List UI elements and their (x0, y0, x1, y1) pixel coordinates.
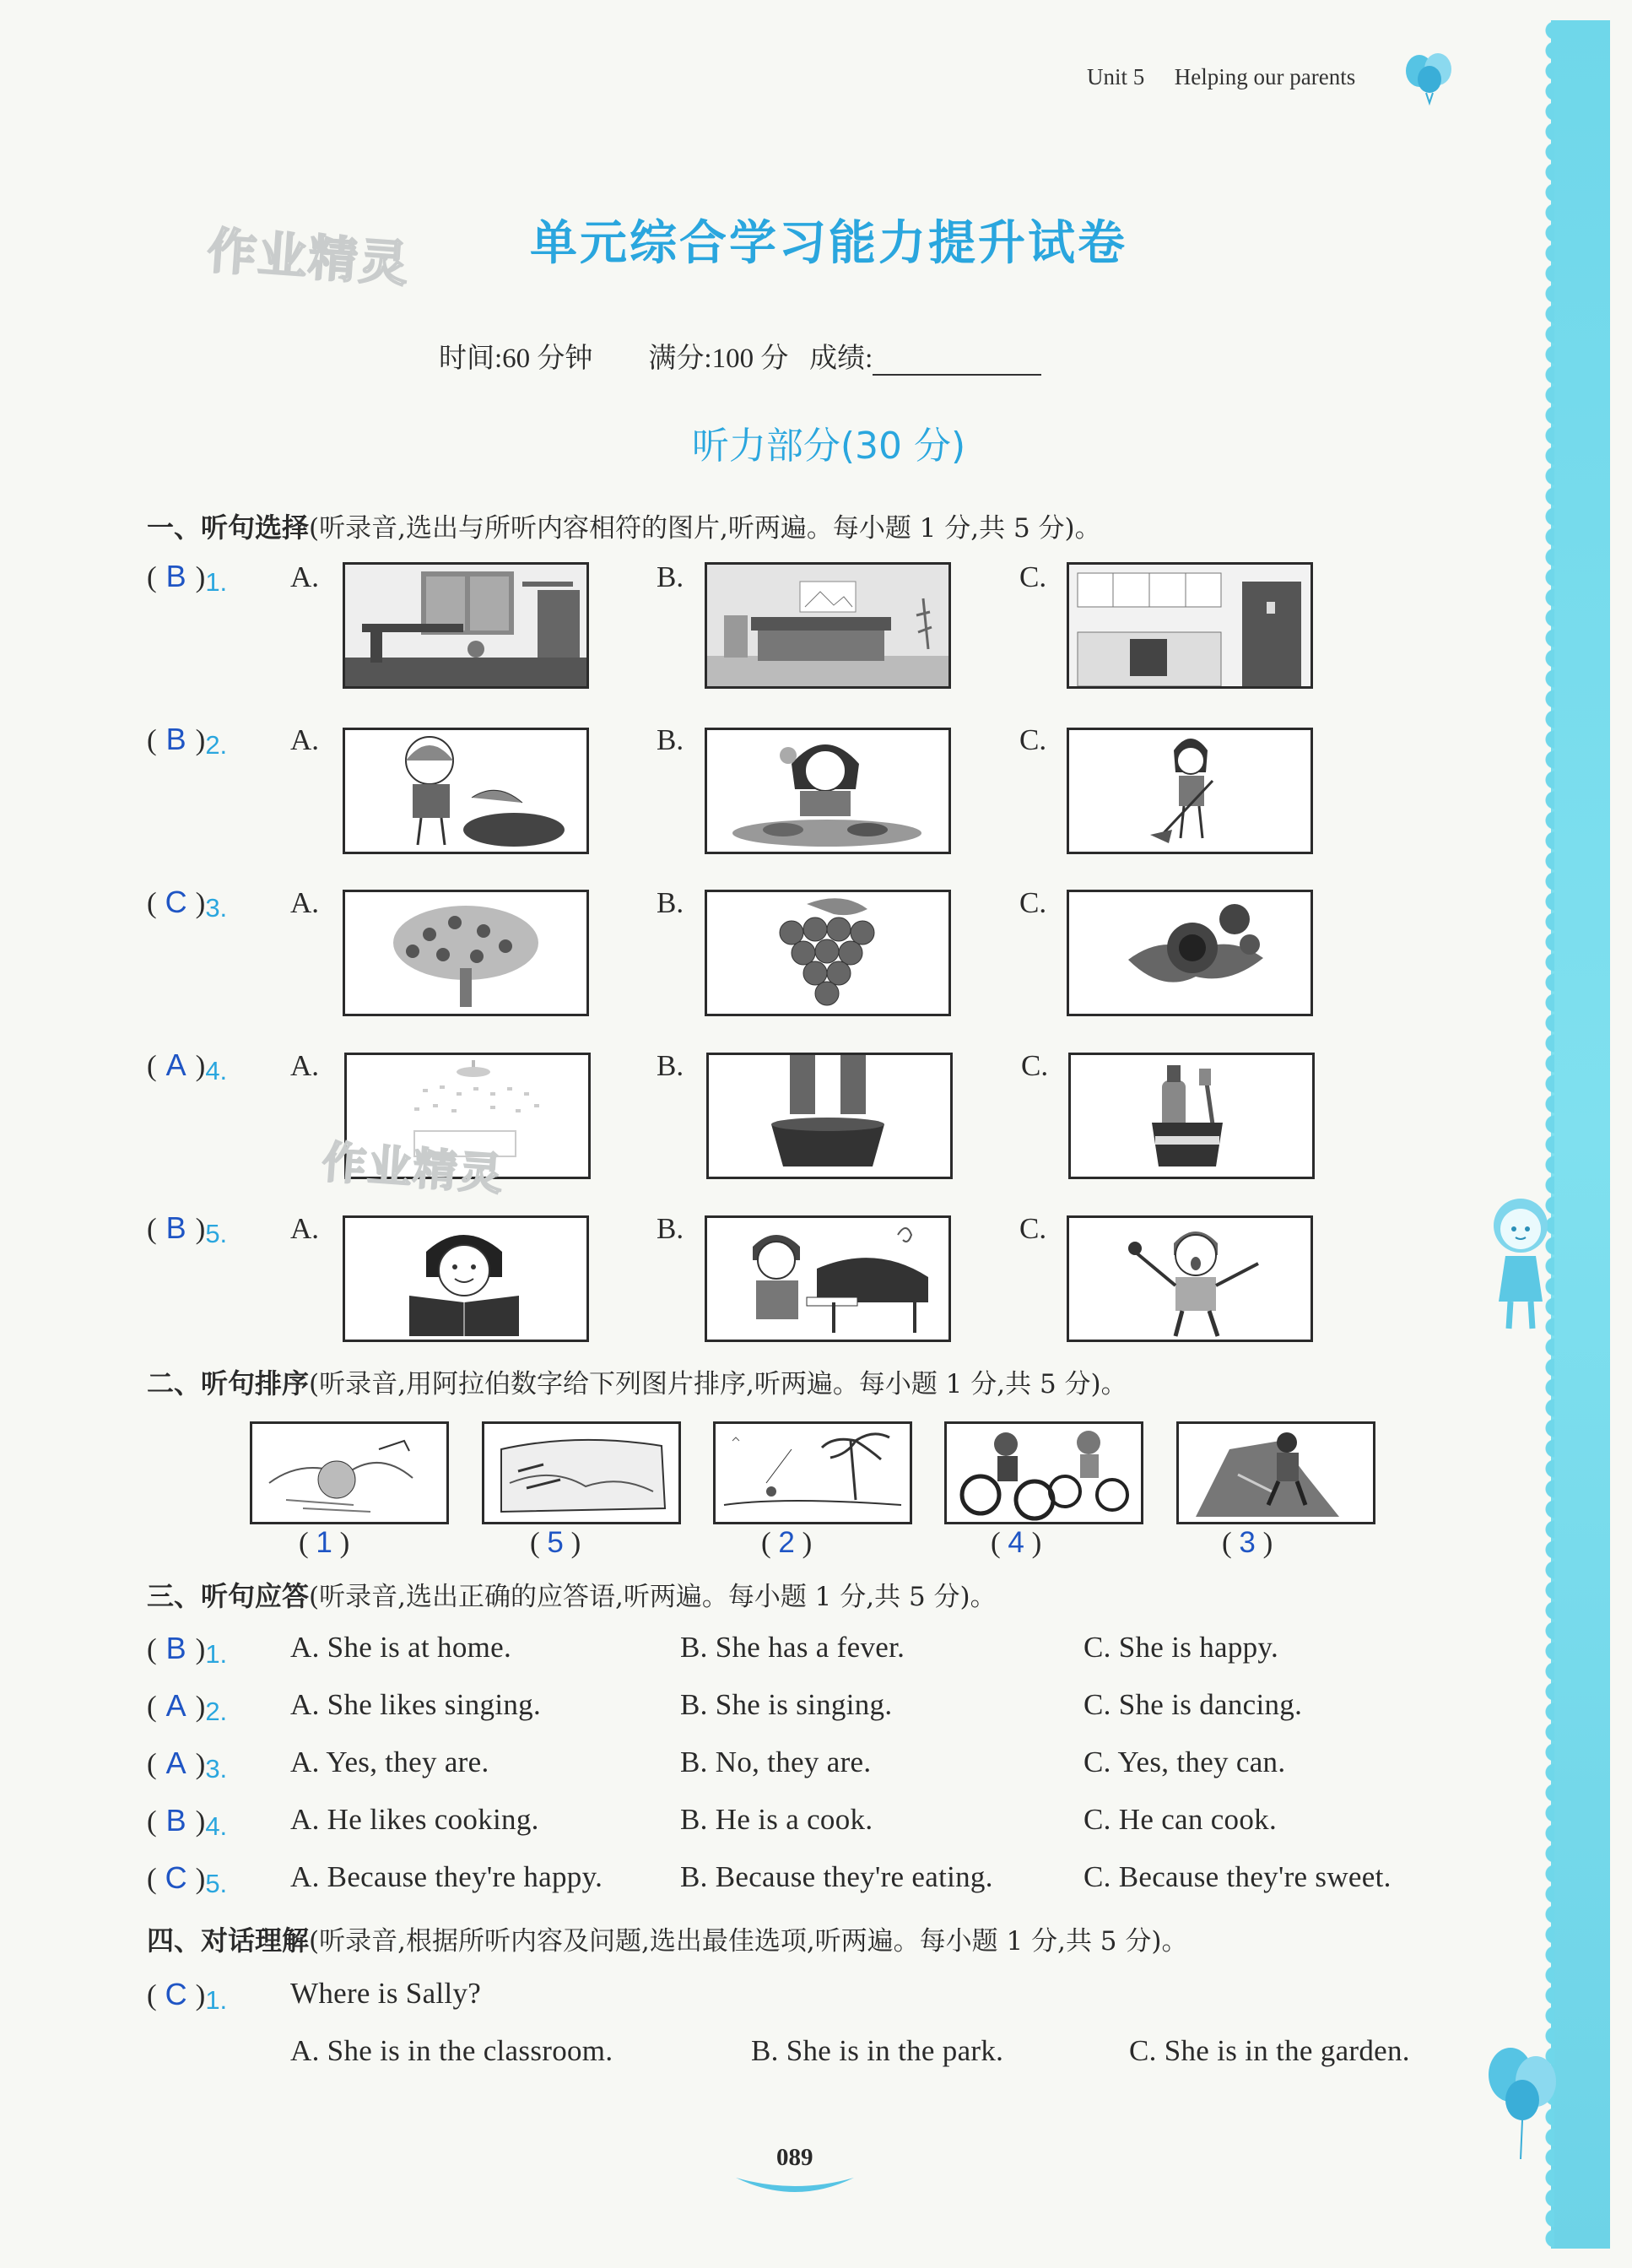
unit-header (1087, 64, 1355, 90)
part3-question: ( A )3. (147, 1746, 228, 1784)
balloons-icon (1401, 51, 1460, 110)
part1-heading (147, 506, 1101, 545)
part2-title: 二、听句排序 (147, 1367, 310, 1399)
answer-mark: A (165, 1746, 186, 1780)
balloons-bottom-icon (1485, 2041, 1561, 2168)
part4-question: ( C )1. (147, 1977, 228, 2015)
option-a-label: A. (290, 1212, 320, 1245)
part1-question: ( B )5. (147, 1210, 228, 1248)
option-b: B. She is singing. (680, 1688, 893, 1721)
part1-question: ( B )2. (147, 722, 228, 760)
kitchen-picture[interactable] (1067, 562, 1313, 689)
living-room-picture[interactable] (705, 562, 951, 689)
order-answer: ( 2 ) (761, 1526, 813, 1559)
order-answer-value: 4 (1008, 1526, 1024, 1559)
option-c: C. She is happy. (1083, 1631, 1279, 1664)
option-c: C. Yes, they can. (1083, 1746, 1286, 1778)
option-c: C. She is in the garden. (1129, 2034, 1410, 2067)
part4-instructions: (听录音,根据所听内容及问题,选出最佳选项,听两遍。每小题 1 分,共 5 分)。 (309, 1926, 1188, 1957)
answer-mark: A (165, 1688, 186, 1723)
question-number: 2. (205, 730, 228, 760)
option-a: A. She likes singing. (290, 1688, 541, 1721)
question-number: 5. (205, 1219, 228, 1248)
part3-question: ( A )2. (147, 1688, 228, 1726)
order-answer-value: 2 (778, 1526, 795, 1559)
girl-washing-clothes-picture[interactable] (343, 728, 589, 854)
part4-heading (147, 1919, 1187, 1958)
girl-washing-dishes-picture[interactable] (705, 728, 951, 854)
fishing-on-beach-picture[interactable] (713, 1421, 912, 1524)
score-label: 成绩: (809, 344, 873, 374)
part3-question: ( B )4. (147, 1803, 228, 1841)
option-b: B. She is in the park. (751, 2034, 1004, 2067)
listening-section-title: 听力部分(30 分) (691, 425, 966, 468)
unit-topic: Helping our parents (1174, 64, 1356, 89)
part3-title: 三、听句应答 (147, 1580, 310, 1612)
question-text: Where is Sally? (290, 1977, 482, 2010)
order-answer: ( 1 ) (299, 1526, 350, 1559)
riding-bikes-picture[interactable] (944, 1421, 1143, 1524)
answer-mark: B (165, 1631, 186, 1665)
option-a-label: A. (290, 560, 320, 593)
answer-mark: B (165, 1210, 186, 1245)
answer-mark: B (165, 722, 186, 756)
answer-mark: C (165, 1860, 187, 1895)
toothbrush-cup-picture[interactable] (1068, 1053, 1315, 1179)
order-answer: ( 5 ) (530, 1526, 581, 1559)
order-answer-value: 1 (316, 1526, 332, 1559)
order-answer: ( 3 ) (1222, 1526, 1273, 1559)
question-number: 4. (205, 1811, 228, 1841)
unit-label: Unit 5 (1087, 64, 1145, 89)
part1-title: 一、听句选择 (147, 512, 310, 544)
question-number: 2. (205, 1697, 228, 1726)
time-label: 时间:60 分钟 (439, 344, 593, 374)
girl-sweeping-picture[interactable] (1067, 728, 1313, 854)
order-answer: ( 4 ) (991, 1526, 1042, 1559)
option-c: C. She is dancing. (1083, 1688, 1303, 1721)
option-b-label: B. (657, 1049, 684, 1082)
part4-title: 四、对话理解 (147, 1924, 310, 1957)
washing-dishes-picture[interactable] (250, 1421, 449, 1524)
part2-heading (147, 1362, 1127, 1401)
part1-question: ( A )4. (147, 1047, 228, 1085)
exam-meta (439, 336, 1041, 376)
answer-mark: C (165, 1977, 187, 2011)
order-answer-value: 3 (1239, 1526, 1256, 1559)
question-number: 3. (205, 1754, 228, 1784)
answer-mark: B (165, 1803, 186, 1838)
part3-question: ( B )1. (147, 1631, 228, 1669)
part3-question: ( C )5. (147, 1860, 228, 1898)
option-b: B. Because they're eating. (680, 1860, 993, 1893)
feet-in-basin-picture[interactable] (706, 1053, 953, 1179)
roses-picture[interactable] (1067, 890, 1313, 1016)
climbing-picture[interactable] (1176, 1421, 1375, 1524)
option-b: B. He is a cook. (680, 1803, 873, 1836)
option-c-label: C. (1019, 723, 1047, 756)
option-b-label: B. (657, 886, 684, 919)
option-b: B. No, they are. (680, 1746, 872, 1778)
watermark-logo-center: 作业精灵 (320, 1137, 506, 1201)
option-a-label: A. (290, 723, 320, 756)
question-number: 1. (205, 1985, 228, 2015)
part1-question: ( B )1. (147, 559, 228, 597)
part1-instructions: (听录音,选出与所听内容相符的图片,听两遍。每小题 1 分,共 5 分)。 (309, 513, 1101, 544)
option-b: B. She has a fever. (680, 1631, 905, 1664)
boy-reading-picture[interactable] (343, 1215, 589, 1342)
option-c-label: C. (1019, 886, 1047, 919)
option-a: A. She is in the classroom. (290, 2034, 613, 2067)
option-a: A. She is at home. (290, 1631, 512, 1664)
option-b-label: B. (657, 560, 684, 593)
question-number: 3. (205, 893, 228, 923)
part3-instructions: (听录音,选出正确的应答语,听两遍。每小题 1 分,共 5 分)。 (309, 1582, 997, 1612)
option-c: C. He can cook. (1083, 1803, 1278, 1836)
question-number: 4. (205, 1056, 228, 1085)
answer-mark: B (165, 559, 186, 593)
boy-playing-piano-picture[interactable] (705, 1215, 951, 1342)
full-score-label: 满分:100 分 (648, 344, 789, 374)
question-number: 1. (205, 1639, 228, 1669)
grapes-picture[interactable] (705, 890, 951, 1016)
option-b-label: B. (657, 723, 684, 756)
question-number: 1. (205, 567, 228, 597)
sidebar-wave-edge (1541, 20, 1554, 2249)
part3-heading (147, 1575, 997, 1614)
apple-tree-picture[interactable] (343, 890, 589, 1016)
option-a: A. Because they're happy. (290, 1860, 603, 1893)
page-number: 089 (776, 2144, 813, 2171)
cartoon-girl-icon (1487, 1192, 1554, 1344)
part1-question: ( C )3. (147, 885, 228, 923)
decorative-sidebar (1551, 20, 1610, 2249)
part2-instructions: (听录音,用阿拉伯数字给下列图片排序,听两遍。每小题 1 分,共 5 分)。 (309, 1369, 1127, 1399)
answer-mark: A (165, 1047, 186, 1082)
study-room-picture[interactable] (343, 562, 589, 689)
option-c: C. Because they're sweet. (1083, 1860, 1392, 1893)
option-c-label: C. (1019, 1212, 1047, 1245)
option-a-label: A. (290, 886, 320, 919)
score-blank[interactable] (873, 349, 1041, 376)
order-answer-value: 5 (547, 1526, 564, 1559)
option-a: A. Yes, they are. (290, 1746, 489, 1778)
question-number: 5. (205, 1869, 228, 1898)
watermark-logo-top: 作业精灵 (205, 221, 412, 294)
boy-singing-picture[interactable] (1067, 1215, 1313, 1342)
option-c-label: C. (1019, 560, 1047, 593)
option-a-label: A. (290, 1049, 320, 1082)
page-number-swoosh-icon (727, 2173, 862, 2206)
answer-mark: C (165, 885, 187, 919)
making-bed-picture[interactable] (482, 1421, 681, 1524)
page-title: 单元综合学习能力提升试卷 (530, 216, 1127, 271)
option-c-label: C. (1021, 1049, 1049, 1082)
option-b-label: B. (657, 1212, 684, 1245)
option-a: A. He likes cooking. (290, 1803, 539, 1836)
